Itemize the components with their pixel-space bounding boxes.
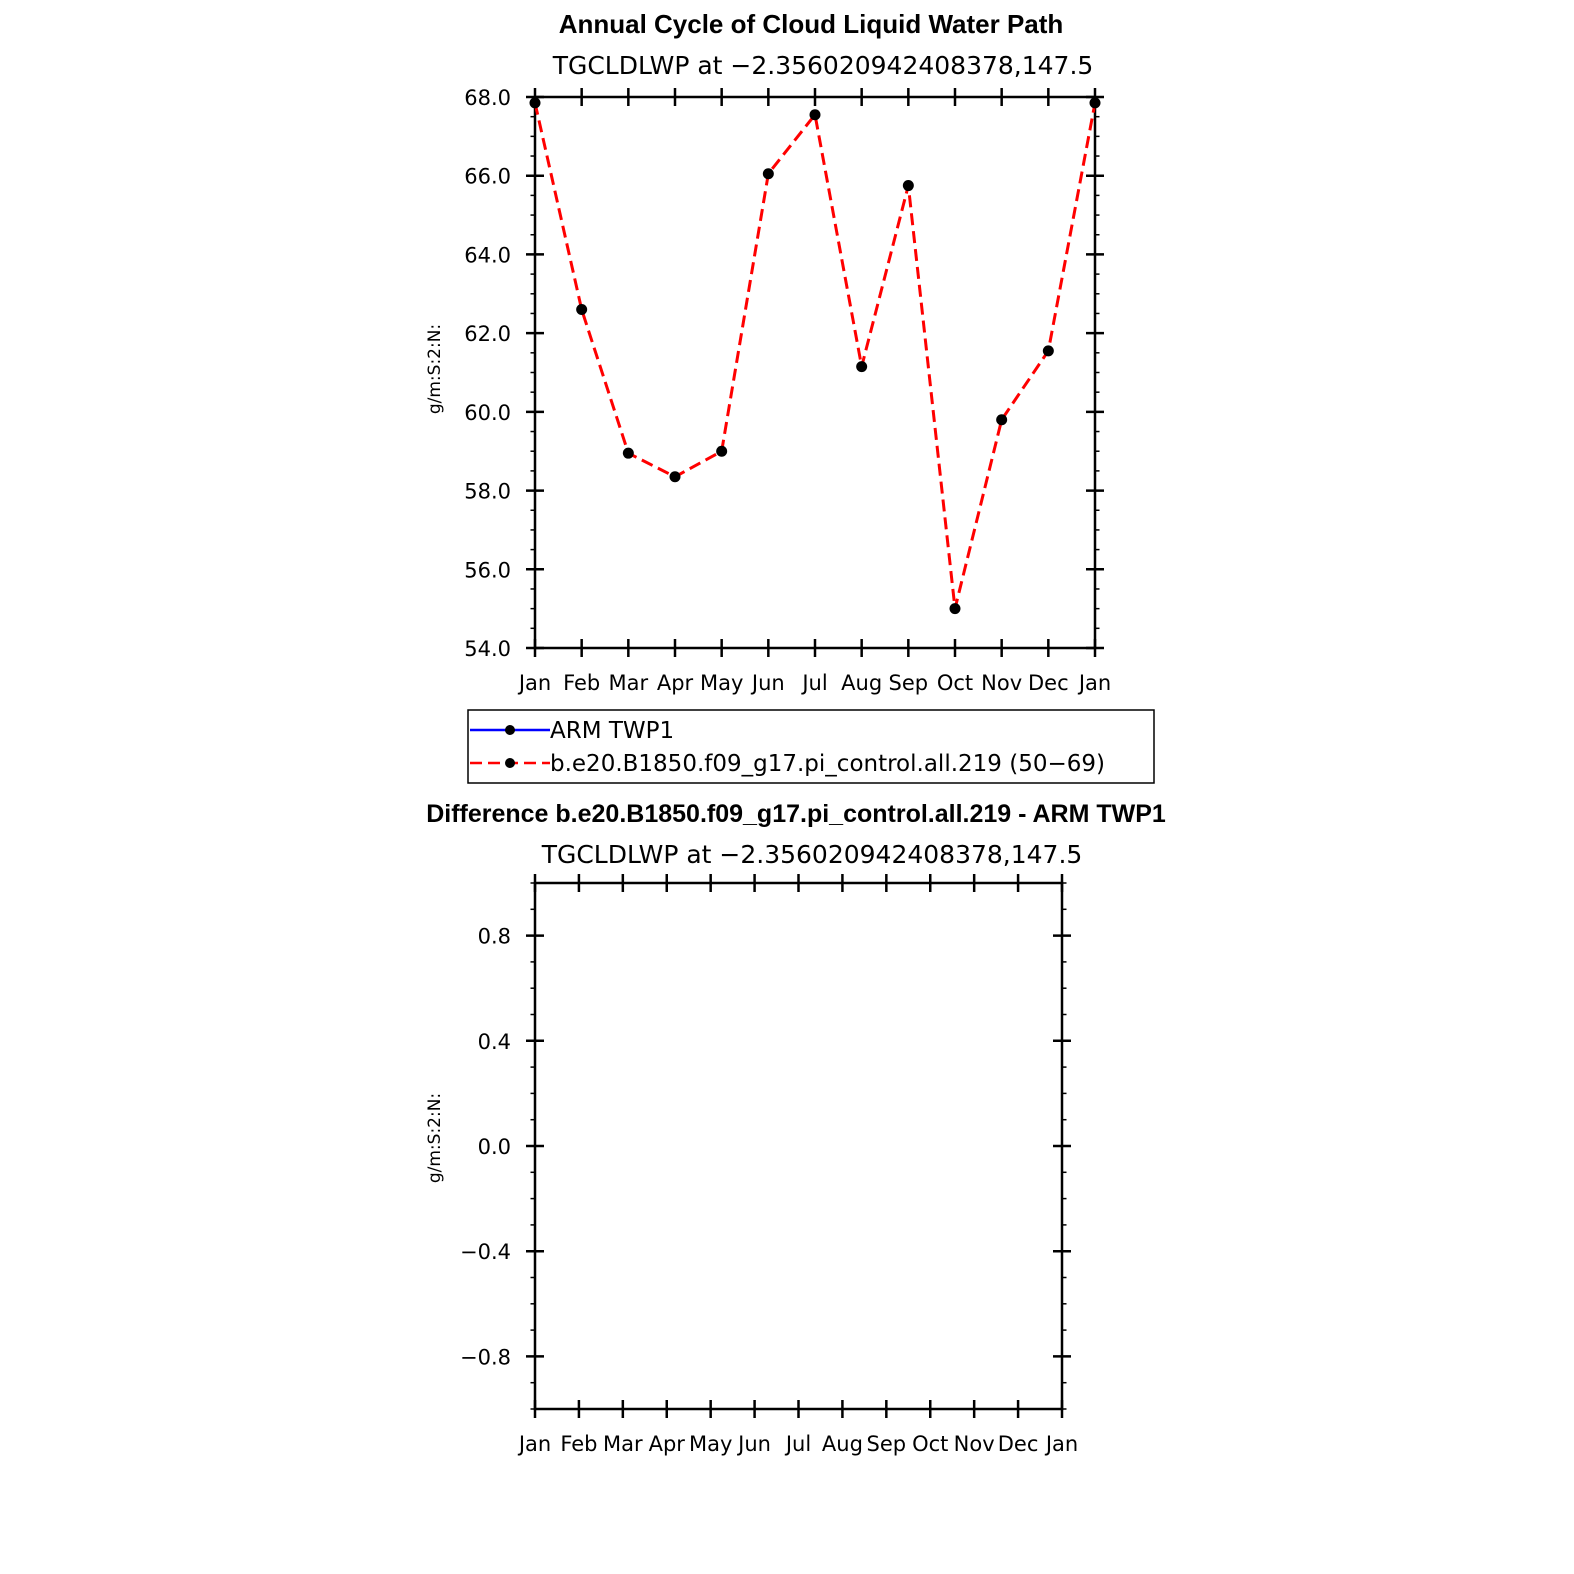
y-tick-label: 62.0 bbox=[464, 322, 511, 347]
plot-area bbox=[460, 874, 1078, 1456]
y-tick-label: 58.0 bbox=[464, 479, 511, 504]
plot-frame bbox=[535, 883, 1062, 1409]
y-tick-label: 54.0 bbox=[464, 637, 511, 661]
y-tick-label: 68.0 bbox=[464, 86, 511, 110]
y-tick-label: 60.0 bbox=[464, 400, 511, 425]
data-point bbox=[903, 180, 914, 191]
x-tick-label: Feb bbox=[563, 671, 601, 695]
data-point bbox=[996, 414, 1007, 425]
y-tick-label: 0.4 bbox=[477, 1029, 511, 1054]
legend-label-arm: ARM TWP1 bbox=[550, 718, 675, 744]
x-tick-label: Mar bbox=[603, 1432, 643, 1456]
legend-entry-model bbox=[470, 751, 1105, 777]
data-point bbox=[810, 109, 821, 120]
x-tick-label: Dec bbox=[997, 1432, 1039, 1456]
chart-title: Difference b.e20.B1850.f09_g17.pi_control.all.219 - ARM TWP1 bbox=[426, 800, 1166, 828]
x-tick-label: Jan bbox=[518, 1432, 552, 1456]
data-point bbox=[1090, 97, 1101, 108]
x-tick-label: Jan bbox=[1045, 1432, 1079, 1456]
y-tick-label: −0.4 bbox=[460, 1240, 511, 1265]
x-tick-label: Jun bbox=[738, 1432, 771, 1456]
x-tick-label: Oct bbox=[912, 1432, 949, 1456]
x-tick-label: Jan bbox=[518, 671, 552, 695]
x-tick-label: Jun bbox=[751, 671, 785, 695]
annual-cycle-chart bbox=[425, 9, 1111, 695]
data-point bbox=[576, 304, 587, 315]
data-point bbox=[530, 97, 541, 108]
x-tick-label: Jul bbox=[785, 1432, 812, 1456]
y-tick-label: 0.0 bbox=[477, 1135, 511, 1159]
plot-frame bbox=[535, 97, 1095, 648]
y-axis-label: g/m:S:2:N: bbox=[425, 323, 445, 415]
y-tick-label: 0.8 bbox=[477, 924, 511, 949]
x-tick-label: Apr bbox=[648, 1432, 685, 1456]
data-point bbox=[1043, 345, 1054, 356]
x-tick-label: Oct bbox=[936, 671, 974, 695]
data-point bbox=[763, 168, 774, 179]
x-tick-label: Nov bbox=[953, 1432, 995, 1456]
x-tick-label: Jan bbox=[1078, 671, 1112, 695]
data-point bbox=[623, 448, 634, 459]
x-tick-label: Mar bbox=[608, 671, 649, 695]
x-tick-label: Aug bbox=[841, 671, 883, 695]
data-point bbox=[716, 446, 727, 457]
data-point bbox=[670, 471, 681, 482]
series-line bbox=[535, 103, 1095, 609]
x-tick-label: Sep bbox=[888, 671, 929, 695]
chart-title: Annual Cycle of Cloud Liquid Water Path bbox=[558, 9, 1064, 39]
x-tick-label: May bbox=[688, 1432, 733, 1456]
chart-subtitle: TGCLDLWP at −2.356020942408378,147.5 bbox=[552, 51, 1094, 80]
x-tick-label: Nov bbox=[981, 671, 1023, 695]
legend bbox=[468, 710, 1154, 783]
y-axis-label: g/m:S:2:N: bbox=[425, 1092, 445, 1184]
chart-subtitle: TGCLDLWP at −2.356020942408378,147.5 bbox=[541, 840, 1083, 869]
data-point bbox=[950, 603, 961, 614]
y-tick-label: 66.0 bbox=[464, 164, 511, 189]
x-tick-label: Aug bbox=[821, 1432, 863, 1456]
plot-area bbox=[464, 86, 1111, 695]
legend-label-model: b.e20.B1850.f09_g17.pi_control.all.219 (50−69) bbox=[550, 751, 1105, 777]
y-tick-label: −0.8 bbox=[460, 1345, 511, 1370]
y-tick-label: 56.0 bbox=[464, 558, 511, 583]
legend-entry-arm bbox=[470, 718, 674, 744]
legend-marker-arm bbox=[505, 725, 515, 735]
x-tick-label: May bbox=[699, 671, 744, 695]
legend-marker-model bbox=[505, 758, 515, 768]
x-tick-label: Sep bbox=[866, 1432, 907, 1456]
x-tick-label: Dec bbox=[1028, 671, 1069, 695]
difference-chart bbox=[425, 800, 1166, 1456]
x-tick-label: Feb bbox=[560, 1432, 598, 1456]
y-tick-label: 64.0 bbox=[464, 243, 511, 268]
data-point bbox=[856, 361, 867, 372]
x-tick-label: Apr bbox=[656, 671, 694, 695]
x-tick-label: Jul bbox=[802, 671, 828, 695]
